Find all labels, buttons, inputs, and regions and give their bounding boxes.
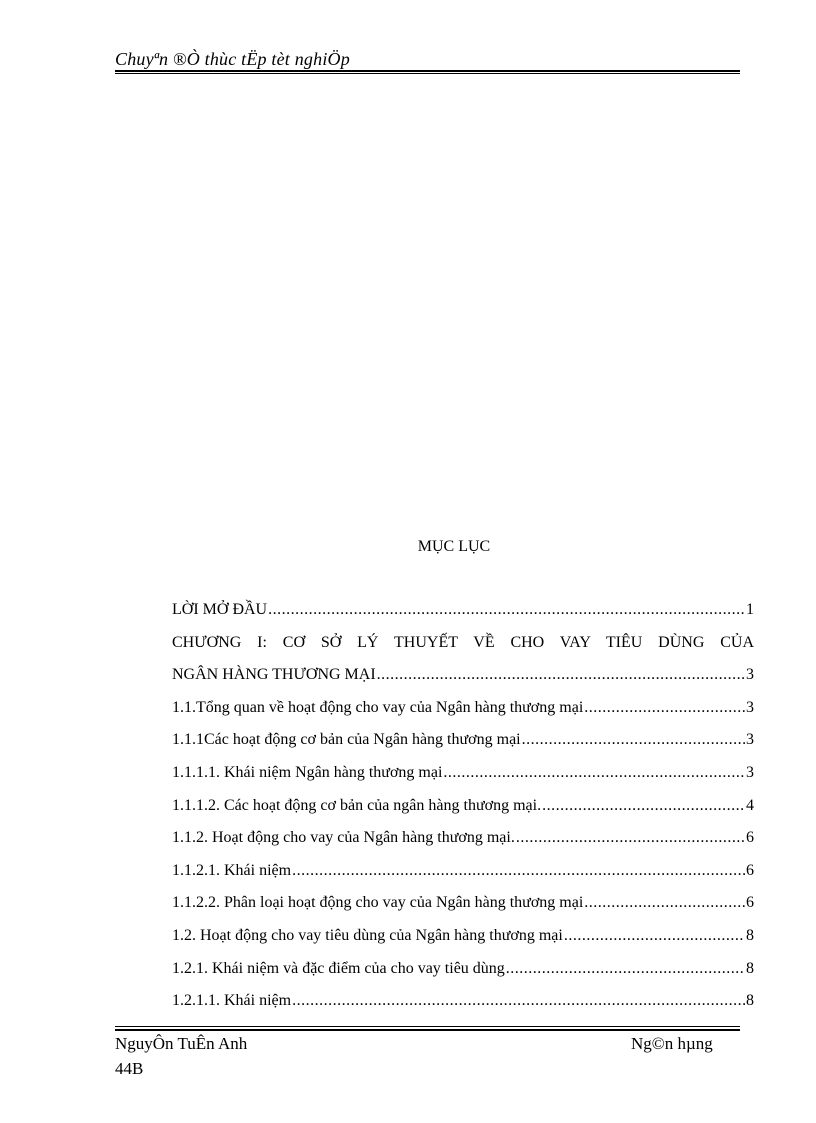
- toc-entry-label: 1.1.Tổng quan về hoạt động cho vay của Ngân hàng thương mại: [172, 698, 584, 716]
- footer-class-code: 44B: [115, 1059, 144, 1078]
- toc-leader-dots: [584, 698, 745, 718]
- toc-entry-label: 1.2.1. Khái niệm và đặc điểm của cho vay tiêu dùng: [172, 959, 505, 977]
- toc-entry[interactable]: [172, 730, 754, 763]
- toc-entry[interactable]: [172, 991, 754, 1024]
- toc-leader-dots: [377, 665, 745, 685]
- toc-entry-label: 1.1.1.2. Các hoạt động cơ bản của ngân hàng thương mại.: [172, 796, 542, 814]
- toc-entry-page: 3: [746, 666, 754, 684]
- toc-entry[interactable]: [172, 828, 754, 861]
- toc-entry[interactable]: [172, 926, 754, 959]
- toc-entry-label: NGÂN HÀNG THƯƠNG MẠI: [172, 666, 376, 684]
- toc-leader-dots: [564, 926, 745, 946]
- table-of-contents: [172, 600, 754, 1024]
- toc-entry[interactable]: [172, 893, 754, 926]
- toc-leader-dots: [584, 893, 745, 913]
- footer-rule-thin: [115, 1026, 740, 1027]
- header-rule-thick: [115, 70, 740, 72]
- footer-rule-thick: [115, 1029, 740, 1031]
- toc-entry-label: 1.2.1.1. Khái niệm: [172, 992, 292, 1010]
- toc-leader-dots: [516, 828, 745, 848]
- toc-chapter-heading-label: CHƯƠNG I: CƠ SỞ LÝ THUYẾT VỀ CHO VAY TIÊU DÙNG CỦA: [172, 633, 754, 651]
- toc-entry-label: 1.1.1Các hoạt động cơ bản của Ngân hàng thương mại: [172, 731, 521, 749]
- toc-entry-page: 6: [746, 861, 754, 879]
- toc-leader-dots: [443, 763, 745, 783]
- toc-entry-label: 1.2. Hoạt động cho vay tiêu dùng của Ngân hàng thương mại: [172, 926, 563, 944]
- toc-entry-page: 6: [746, 829, 754, 847]
- toc-leader-dots: [292, 861, 745, 881]
- toc-entry[interactable]: [172, 665, 754, 698]
- toc-leader-dots: [292, 991, 745, 1011]
- header-title: Chuyªn ®Ò thùc tËp tèt nghiÖp: [115, 49, 350, 69]
- toc-entry[interactable]: [172, 698, 754, 731]
- toc-entry-page: 8: [746, 959, 754, 977]
- toc-entry[interactable]: [172, 861, 754, 894]
- toc-entry-page: 1: [746, 601, 754, 618]
- page-header: [115, 48, 740, 70]
- toc-entry-label: 1.1.2.1. Khái niệm: [172, 861, 292, 879]
- toc-chapter-heading[interactable]: [172, 633, 754, 666]
- header-rule-thin: [115, 73, 740, 74]
- toc-entry[interactable]: [172, 796, 754, 829]
- toc-entry[interactable]: [172, 763, 754, 796]
- toc-entry[interactable]: [172, 959, 754, 992]
- toc-leader-dots: [268, 600, 745, 620]
- toc-entry-page: 3: [746, 731, 754, 749]
- toc-entry-page: 3: [746, 698, 754, 716]
- toc-title: MỤC LỤC: [417, 538, 491, 555]
- toc-leader-dots: [542, 796, 745, 816]
- toc-entry-page: 4: [746, 796, 754, 814]
- footer-author: NguyÔn TuÊn Anh: [115, 1034, 248, 1053]
- toc-entry-label: 1.1.2.2. Phân loại hoạt động cho vay của Ngân hàng thương mại: [172, 894, 584, 912]
- toc-leader-dots: [506, 959, 745, 979]
- toc-entry-label: 1.1.1.1. Khái niệm Ngân hàng thương mại: [172, 763, 443, 781]
- toc-entry-label: LỜI MỞ ĐẦU: [172, 601, 268, 618]
- toc-entry-page: 3: [746, 763, 754, 781]
- toc-leader-dots: [522, 730, 745, 750]
- footer-department: Ng©n hµng: [631, 1034, 713, 1053]
- toc-entry-page: 6: [746, 894, 754, 912]
- toc-entry[interactable]: [172, 600, 754, 633]
- toc-entry-page: 8: [746, 992, 754, 1010]
- toc-entry-page: 8: [746, 926, 754, 944]
- toc-entry-label: 1.1.2. Hoạt động cho vay của Ngân hàng thương mại.: [172, 829, 515, 847]
